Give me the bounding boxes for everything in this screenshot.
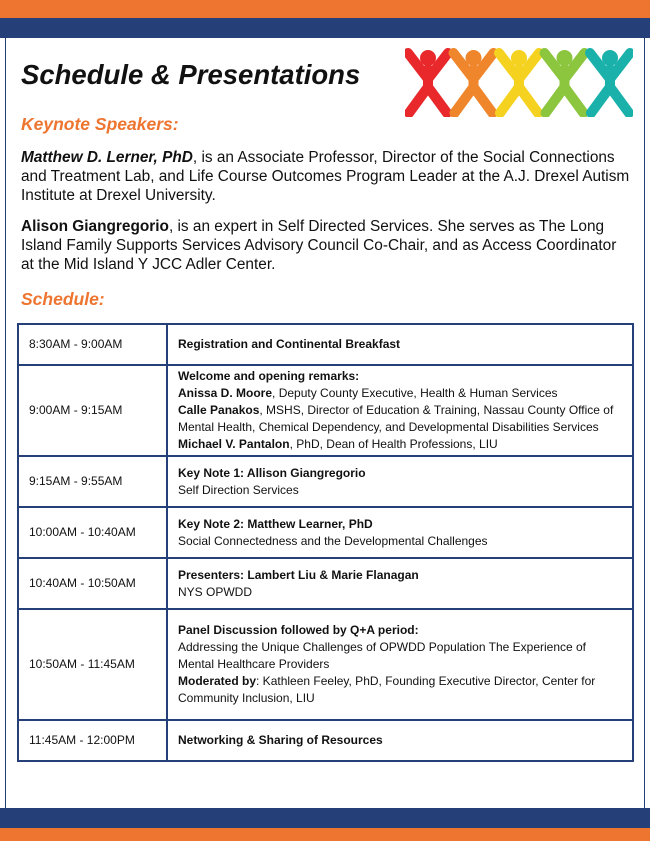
session-title: Welcome and opening remarks: <box>178 369 360 383</box>
session-subtitle: Social Connectedness and the Developmental Challenges <box>178 533 488 548</box>
speaker-bio <box>21 148 633 205</box>
time-cell: 9:00AM - 9:15AM <box>18 365 167 456</box>
speaker-line <box>178 436 622 453</box>
session-title: Presenters: Lambert Liu & Marie Flanagan <box>178 567 419 582</box>
session-title: Key Note 2: Matthew Learner, PhD <box>178 516 373 531</box>
session-subtitle: Self Direction Services <box>178 482 299 497</box>
session-cell <box>167 609 633 720</box>
top-navy-band <box>0 18 650 38</box>
table-row <box>18 609 633 720</box>
moderator-line <box>178 673 622 707</box>
session-subtitle: NYS OPWDD <box>178 584 253 599</box>
session-cell <box>167 720 633 761</box>
session-title: Key Note 1: Allison Giangregorio <box>178 465 366 480</box>
speaker-bio-text: , is an expert in Self Directed Services. She serves as The Long Island Family Supports Services Advisory Council Co-Chair, and as Access Coordinator at the Mid Island Y JCC Adler Center. <box>21 218 617 273</box>
speaker-bio <box>21 217 633 274</box>
session-cell <box>167 456 633 507</box>
person-figure <box>454 50 494 113</box>
time-cell: 11:45AM - 12:00PM <box>18 720 167 761</box>
speaker-detail: , MSHS, Director of Education & Training, Nassau County Office of Mental Health, Chemical Dependency, and Developmental Disabilities Services <box>178 403 614 434</box>
table-row <box>18 507 633 558</box>
page-title: Schedule & Presentations <box>21 59 361 90</box>
speaker-name: Matthew D. Lerner, PhD <box>21 149 193 166</box>
person-figure <box>545 50 585 113</box>
speaker-name: Calle Panakos <box>178 403 260 417</box>
time-cell: 10:50AM - 11:45AM <box>18 609 167 720</box>
bottom-navy-band <box>0 808 650 828</box>
speaker-line <box>178 385 622 402</box>
schedule-heading: Schedule: <box>21 289 105 309</box>
time-cell: 8:30AM - 9:00AM <box>18 324 167 365</box>
speaker-name: Michael V. Pantalon <box>178 437 290 451</box>
speaker-name: Alison Giangregorio <box>21 218 169 235</box>
session-cell <box>167 507 633 558</box>
speaker-bio-text: , is an Associate Professor, Director of the Social Connections and Treatment Lab, and Life Course Outcomes Program Leader at the A.J. Drexel Autism Institute at Drexel University. <box>21 149 630 204</box>
left-border <box>5 38 6 808</box>
speaker-detail: , Deputy County Executive, Health & Human Services <box>272 386 558 400</box>
table-row <box>18 324 633 365</box>
speaker-detail: , PhD, Dean of Health Professions, LIU <box>289 437 498 451</box>
session-subtitle: Addressing the Unique Challenges of OPWDD Population The Experience of Mental Healthcare Providers <box>178 640 587 671</box>
session-cell <box>167 365 633 456</box>
session-title: Networking & Sharing of Resources <box>178 733 383 747</box>
table-row <box>18 720 633 761</box>
time-cell: 10:00AM - 10:40AM <box>18 507 167 558</box>
session-title: Panel Discussion followed by Q+A period: <box>178 623 419 637</box>
table-row <box>18 365 633 456</box>
time-cell: 9:15AM - 9:55AM <box>18 456 167 507</box>
time-cell: 10:40AM - 10:50AM <box>18 558 167 609</box>
right-border <box>644 38 645 808</box>
people-celebrating-icon <box>405 47 633 117</box>
moderator-label: Moderated by <box>178 674 257 688</box>
schedule-table <box>17 323 634 762</box>
top-orange-band <box>0 0 650 18</box>
moderator-text: : Kathleen Feeley, PhD, Founding Executive Director, Center for Community Inclusion, LIU <box>178 674 596 705</box>
session-cell <box>167 558 633 609</box>
person-figure <box>408 50 448 113</box>
speaker-name: Anissa D. Moore <box>178 386 273 400</box>
keynote-heading: Keynote Speakers: <box>21 114 179 134</box>
person-figure <box>499 50 539 113</box>
person-figure <box>590 50 630 113</box>
table-row <box>18 558 633 609</box>
bottom-orange-band <box>0 828 650 841</box>
session-title: Registration and Continental Breakfast <box>178 337 401 351</box>
speaker-line <box>178 402 622 436</box>
session-cell <box>167 324 633 365</box>
table-row <box>18 456 633 507</box>
